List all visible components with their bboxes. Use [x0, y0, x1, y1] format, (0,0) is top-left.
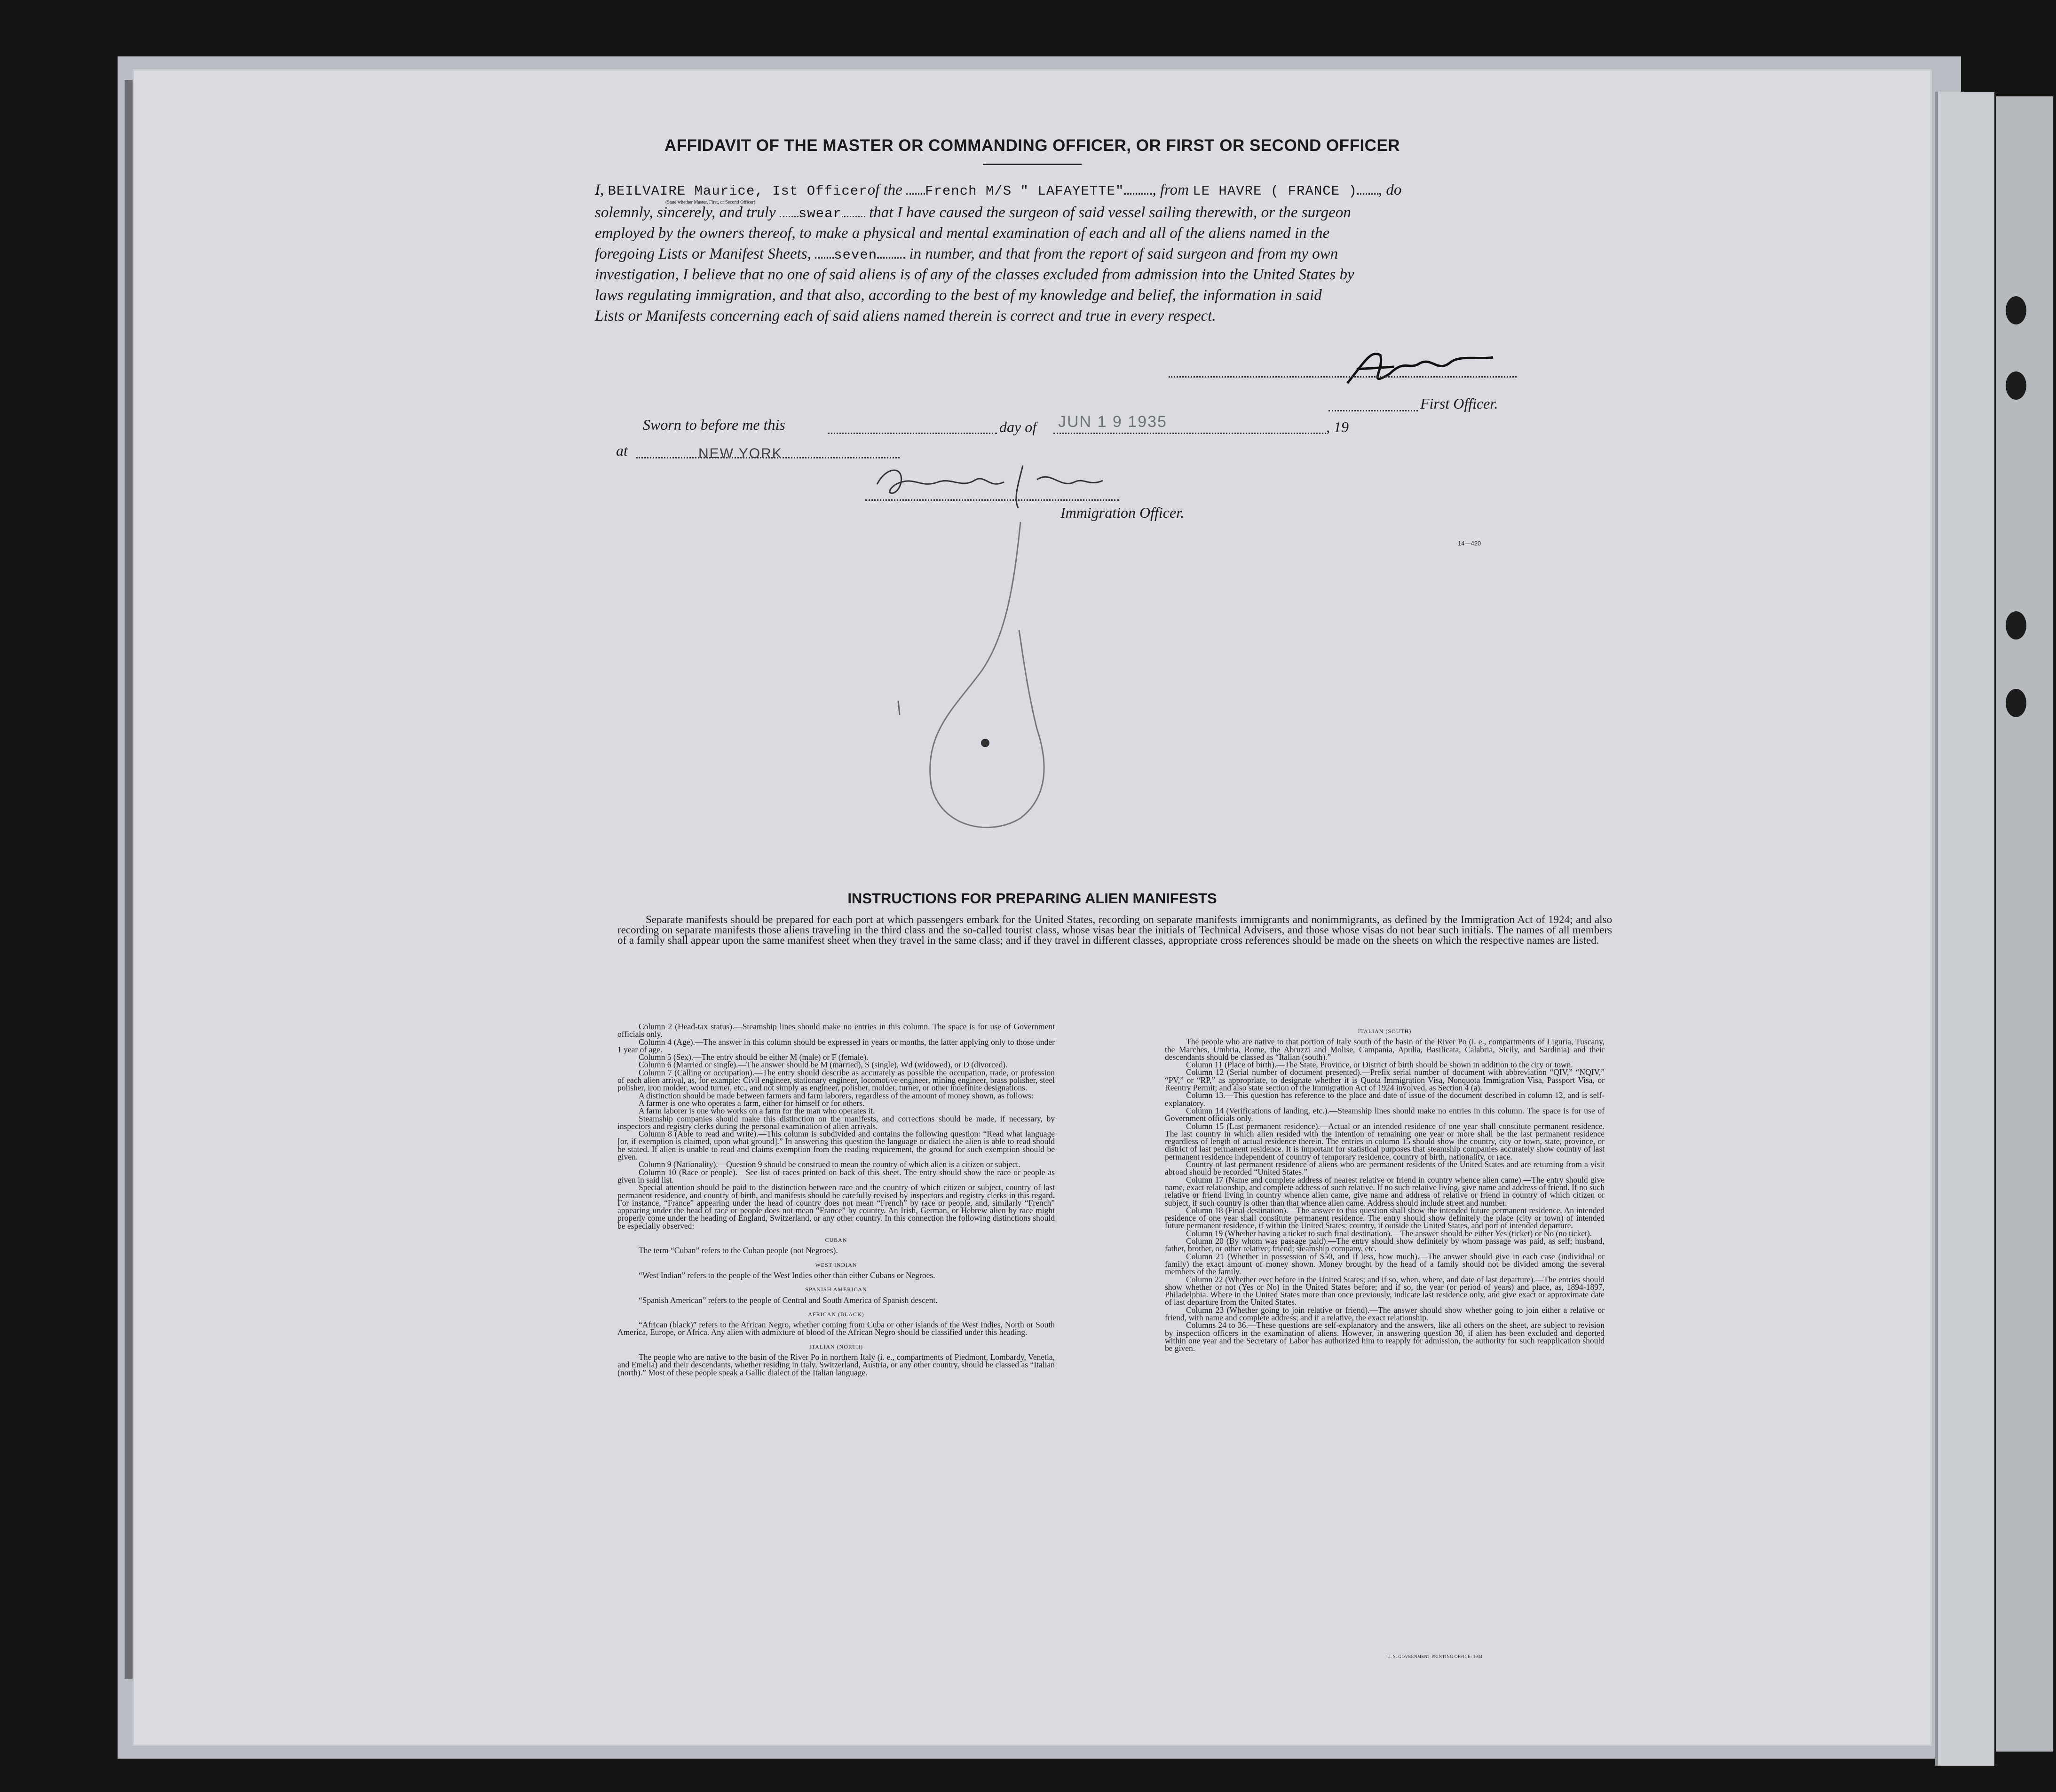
instruction-paragraph: Column 15 (Last permanent residence).—Actual or an intended residence of one year shall constitute permanent residence. The last country in which alien resided with the intention of remaining one year or more shall be the last permanent residence regardless of length of actual residence therein. The entries in column 15 should show the country, city or town, state, province, or district of last permanent residence. It is important for statistical purposes that steamship companies accurately show country of last permanent residence independent of country of temporary residence, country of birth, nationality, or race. — [1165, 1121, 1605, 1161]
instruction-paragraph: Country of last permanent residence of aliens who are permanent residents of the United States and are returning from a visit abroad should be recorded “United States.” — [1165, 1160, 1605, 1177]
at-label: at — [616, 442, 628, 459]
next-page-edge — [1996, 96, 2053, 1752]
date-stamp: JUN 1 9 1935 — [1058, 413, 1167, 431]
oath-word: swear — [798, 206, 842, 221]
instructions-intro: Separate manifests should be prepared for each port at which passengers embark for the United States, recording on separate manifests immigrants and nonimmigrants, as defined by the Immigration Act of 1924; and also recording on separate manifests those aliens traveling in the third class and the so-called tourist class, whose visas bear the initials of Technical Advisers, and those whose visas do not bear such initials. The names of all members of a family shall appear upon the same manifest sheet when they travel in the same class; and if they travel in different classes, appropriate cross references should be made on the sheets on which the respective names are listed. — [617, 914, 1612, 946]
section-heading-west-indian: WEST INDIAN — [815, 1261, 857, 1268]
instruction-paragraph: Steamship companies should make this distinction on the manifests, and corrections should be made, if necessary, by inspectors and registry clerks during the personal examination of alien arrivals. — [617, 1113, 1055, 1131]
instruction-paragraph: Column 6 (Married or single).—The answer should be M (married), S (single), Wd (widowed), or D (divorced). — [639, 1060, 1008, 1070]
instruction-paragraph: Column 22 (Whether ever before in the United States; and if so, when, where, and date of last departure).—The entries should show whether or not (Yes or No) in the United States before; and if so, the year (or period of years) and place, as, 1894-1897, Philadelphia. Where in the United States more than once previously, indicate last residence only, and give exact or approximate date of last departure from the United States. — [1165, 1274, 1605, 1307]
instruction-paragraph: Column 10 (Race or people).—See list of races printed on back of this sheet. The entry should show the race or people as given in said list. — [617, 1167, 1055, 1184]
affidavit-text: that I have caused the surgeon of said vessel sailing therewith, or the surgeon — [869, 204, 1351, 221]
place-stamp: NEW YORK — [698, 446, 783, 461]
title-rule — [983, 164, 1082, 165]
instruction-paragraph: The people who are native to the basin of the River Po in northern Italy (i. e., compartments of Piedmont, Lombardy, Venetia, and Emelia) and their descendants, whether residing in Italy, Switzerland, Austria, or any other country, should be classed as “Italian (north).” Most of these people speak a Gallic dialect of the Italian language. — [617, 1352, 1055, 1377]
instruction-paragraph: “West Indian” refers to the people of the West Indies other than either Cubans or Negroes. — [639, 1270, 935, 1280]
instruction-paragraph: Column 13.—This question has reference to the place and date of issue of the document described in column 12, and is self-explanatory. — [1165, 1090, 1605, 1108]
sworn-year-label: , 19 — [1326, 418, 1349, 435]
affidavit-line-6: laws regulating immigration, and that also, according to the best of my knowledge and belief, the information in said — [595, 287, 1322, 304]
port-of-departure: LE HAVRE ( FRANCE ) — [1193, 183, 1357, 199]
adjacent-page-edge — [1935, 92, 1994, 1766]
binder-hole — [2006, 296, 2026, 324]
binder-hole — [2006, 611, 2026, 639]
immigration-officer-line — [865, 499, 1119, 501]
affidavit-title: AFFIDAVIT OF THE MASTER OR COMMANDING OFFICER, OR FIRST OR SECOND OFFICER — [664, 136, 1400, 155]
affidavit-line-3: employed by the owners thereof, to make a physical and mental examination of each and all of the aliens named in the — [595, 225, 1330, 242]
dotted-line — [906, 193, 925, 195]
affidavit-line-4 — [595, 244, 1648, 266]
immigration-officer-label: Immigration Officer. — [1060, 504, 1185, 521]
section-heading-cuban: CUBAN — [825, 1237, 847, 1244]
instruction-paragraph: A farm laborer is one who works on a farm for the man who operates it. — [639, 1106, 875, 1116]
manifest-page — [134, 71, 1930, 1745]
dotted-line — [1124, 193, 1152, 195]
dotted-line — [1357, 193, 1378, 195]
affidavit-do: , do — [1378, 182, 1402, 198]
instruction-paragraph: Column 17 (Name and complete address of nearest relative or friend in country whence alien came).—The entry should give name, exact relationship, and complete address of such relative. If no such relative living, give name and address of friend. If no such relative or friend living in country whence alien came, give name and address of relative or friend in country of which citizen or subject, if such country is other than that whence alien came. Address should include street and number. — [1165, 1175, 1605, 1208]
dotted-line — [780, 216, 799, 217]
dotted-line — [842, 216, 865, 217]
affidavit-from: , from — [1152, 182, 1189, 198]
sworn-day-label: day of — [999, 418, 1037, 435]
instruction-paragraph: A farmer is one who operates a farm, either for himself or for others. — [639, 1098, 865, 1108]
section-heading-african: AFRICAN (BLACK) — [808, 1310, 864, 1318]
officer-name: BEILVAIRE Maurice, Ist Officer — [608, 183, 868, 199]
sworn-label: Sworn to before me this — [643, 416, 785, 433]
dotted-line — [877, 257, 905, 259]
officer-signature — [1338, 341, 1517, 397]
affidavit-of-the: of the — [867, 182, 902, 198]
instruction-paragraph: Columns 24 to 36.—These questions are self-explanatory and the answers, like all others on the sheet, are subject to revision by inspection officers in the examination of aliens. However, in answering question 30, if alien has been excluded and deported within one year and the Secretary of Labor has authorized him to reapply for admission, the authority for such reapplication should be given. — [1165, 1320, 1605, 1353]
instruction-paragraph: Column 20 (By whom was passage paid).—The entry should show definitely by whom passage was paid, as self; husband, father, brother, or other relative; friend; steamship company, etc. — [1165, 1236, 1605, 1254]
instructions-left-column — [617, 1023, 1055, 1376]
instruction-paragraph: Column 19 (Whether having a ticket to such final destination).—The answer should be either Yes (ticket) or No (no ticket). — [1186, 1228, 1592, 1238]
instruction-paragraph: Special attention should be paid to the distinction between race and the country of which citizen or subject, country of last permanent residence, and country of birth, and manifests should be carefully revised by inspectors and registry clerks in this regard. For instance, “France” appearing under the head of country does not mean “French” by race or people, and, similarly “French” appearing under the head of race or people does not mean “France” by country. An Irish, German, or Hebrew alien by race might properly come under the heading of England, Switzerland, or any other country. In this connection the following distinctions should be especially observed: — [617, 1183, 1055, 1231]
instruction-paragraph: Column 9 (Nationality).—Question 9 should be construed to mean the country of which alien is a citizen or subject. — [639, 1160, 1020, 1169]
dotted-line — [815, 257, 834, 259]
officer-signature-line — [1169, 376, 1517, 378]
instruction-paragraph: “African (black)” refers to the African Negro, whether coming from Cuba or other islands of the West Indies, North or South America, Europe, or Africa. Any alien with admixture of blood of the African Negro should be classified under this heading. — [617, 1320, 1055, 1337]
affidavit-text: solemnly, sincerely, and truly — [595, 204, 776, 221]
instruction-paragraph: Column 12 (Serial number of document presented).—Prefix serial number of document with abbreviation “QIV,” “NQIV,” “PV,” or “RP,” as appropriate, to designate whether it is Quota Immigration Visa, Nonquota Immigration Visa, Passport Visa, or Reentry Permit; and also state section of the Immigration Act of 1924 involved, as Section 4 (a). — [1165, 1067, 1605, 1093]
instruction-paragraph: Column 14 (Verifications of landing, etc.).—Steamship lines should make no entries in this column. The space is for use of Government officials only. — [1165, 1105, 1605, 1123]
form-number: 14—420 — [1458, 540, 1481, 547]
section-heading-italian-north: ITALIAN (NORTH) — [809, 1343, 863, 1350]
section-heading-spanish-american: SPANISH AMERICAN — [805, 1286, 867, 1293]
instruction-paragraph: Column 7 (Calling or occupation).—The entry should describe as accurately as possible the occupation, trade, or profession of each alien arrival, as, for example: Civil engineer, stationary engineer, locomotive engineer, mining engineer, brass polisher, steel polisher, iron molder, wood turner, etc., and not simply as engineer, polisher, molder, turner, or other indefinite designations. — [617, 1067, 1055, 1093]
binder-hole — [2006, 371, 2026, 400]
officer-title-label: First Officer. — [1420, 395, 1498, 412]
instruction-paragraph: Column 21 (Whether in possession of $50, and if less, how much).—The answer should give in each case (individual or family) the exact amount of money shown. Money brought by the head of a family should not be divided among the several members of the family. — [1165, 1251, 1605, 1277]
sheet-count: seven — [834, 247, 878, 263]
instruction-paragraph: Column 23 (Whether going to join relative or friend).—The answer should show whether going to join either a relative or friend, with name and complete address; and if a relative, the exact relationship. — [1165, 1305, 1605, 1322]
affidavit-text: in number, and that from the report of said surgeon and from my own — [909, 245, 1338, 262]
instruction-paragraph: Column 18 (Final destination).—The answer to this question shall show the intended future permanent residence. An intended residence of one year shall constitute permanent residence. The entry should show definitely the place (city or town) of intended future permanent residence, if within the United States; country, if outside the United States, and port of intended departure. — [1165, 1205, 1605, 1231]
instruction-paragraph: Column 8 (Able to read and write).—This column is subdivided and contains the following question: “Read what language [or, if exemption is claimed, upon what ground].” In answering this question the language or dialect the alien is able to read should be stated. If alien is unable to read and claims exemption from the reading requirement, the ground for such exemption should be given. — [617, 1129, 1055, 1162]
pen-mark-drawing — [896, 522, 1065, 842]
instruction-paragraph: “Spanish American” refers to the people of Central and South America of Spanish descent. — [639, 1295, 938, 1305]
instruction-paragraph: Column 2 (Head-tax status).—Steamship lines should make no entries in this column. The space is for use of Government officials only. — [617, 1022, 1055, 1039]
instruction-paragraph: A distinction should be made between farmers and farm laborers, regardless of the amount of money shown, as follows: — [639, 1090, 1034, 1100]
instructions-title: INSTRUCTIONS FOR PREPARING ALIEN MANIFESTS — [847, 890, 1217, 907]
instruction-paragraph: Column 4 (Age).—The answer in this column should be expressed in years or months, the latter applying only to those under 1 year of age. — [617, 1037, 1055, 1054]
instruction-paragraph: The people who are native to that portion of Italy south of the basin of the River Po (i. e., compartments of Liguria, Tuscany, the Marches, Umbria, Rome, the Abruzzi and Molise, Campania, Apulia, Basilicata, Calabria, Sicily, and Sardinia) and their descendants should be classed as “Italian (south).” — [1165, 1037, 1605, 1062]
sworn-day-line — [828, 433, 997, 434]
binder-hole — [2006, 689, 2026, 717]
affidavit-line-5: investigation, I believe that no one of said aliens is of any of the classes excluded from admission into the United States by — [595, 266, 1354, 283]
affidavit-line-2 — [595, 202, 1648, 224]
affidavit-line-1 — [595, 180, 1648, 202]
officer-title-line — [1328, 410, 1418, 411]
section-heading-italian-south: ITALIAN (SOUTH) — [1358, 1028, 1412, 1034]
instructions-right-column — [1165, 1027, 1605, 1352]
affidavit-prefix: I, — [595, 182, 604, 198]
affidavit-line-7: Lists or Manifests concerning each of said aliens named therein is correct and true in every respect. — [595, 308, 1216, 324]
instruction-paragraph: The term “Cuban” refers to the Cuban people (not Negroes). — [639, 1246, 838, 1255]
instruction-paragraph: Column 11 (Place of birth).—The State, Province, or District of birth should be shown in addition to the city or town. — [1186, 1060, 1573, 1070]
affidavit-text: foregoing Lists or Manifest Sheets, — [595, 245, 811, 262]
printing-office-imprint: U. S. GOVERNMENT PRINTING OFFICE: 1934 — [1387, 1654, 1483, 1659]
officer-rank-note: (State whether Master, First, or Second Officer) — [665, 200, 756, 205]
sworn-date-line — [1053, 433, 1326, 434]
vessel-name: French M/S " LAFAYETTE" — [925, 183, 1124, 199]
instruction-paragraph: Column 5 (Sex).—The entry should be either M (male) or F (female). — [639, 1052, 869, 1062]
